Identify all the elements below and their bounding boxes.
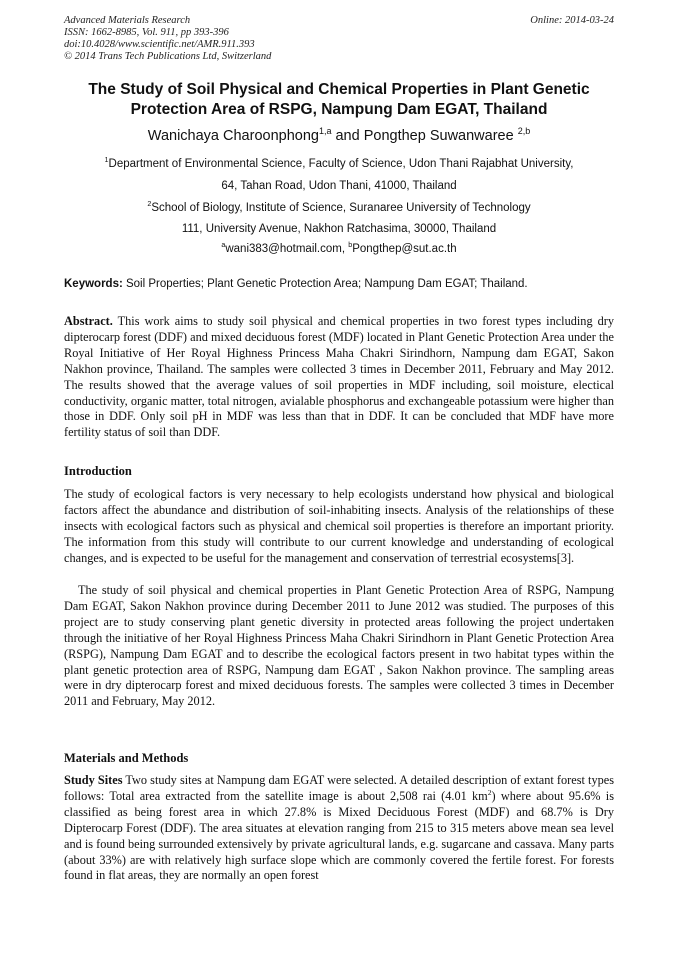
journal-issn: ISSN: 1662-8985, Vol. 911, pp 393-396 <box>64 27 229 38</box>
author-name: Wanichaya Charoonphong <box>147 128 319 144</box>
affiliation-marker: 1 <box>104 156 109 165</box>
email-marker: a <box>221 241 226 250</box>
author-conjunction: and <box>331 128 364 144</box>
affiliation-text: Department of Environmental Science, Faculty of Science, Udon Thani Rajabhat University, <box>108 158 574 170</box>
author-superscript: 1,a <box>318 126 332 137</box>
abstract-text: This work aims to study soil physical and chemical properties in two forest types including dry dipterocarp forest (DDF) and mixed deciduous forest (MDF) located in Plant Genetic Protection Area under the Royal Initiative of Her Royal Highness Princess Maha Chakri Sirindhorn, Nampung dam EGAT, Sakon Nakhon province, Thailand. The samples were collected 3 times in December 2011, February and May 2012. The results showed that the average values of soil properties in MDF including, soil moisture, electical conductivity, organic matter, total nitrogen, avialable phosphorus and exchangeable potassium were higher than those in DDF. Only soil pH in MDF was less than that in DDF. It can be concluded that MDF have more fertility status of soil than DDF. <box>64 314 614 440</box>
keywords-text: Soil Properties; Plant Genetic Protection Area; Nampung Dam EGAT; Thailand. <box>122 278 528 290</box>
email-address: Pongthep@sut.ac.th <box>352 243 457 255</box>
abstract <box>64 314 614 441</box>
affiliation-line: 111, University Avenue, Nakhon Ratchasima, 30000, Thailand <box>181 223 497 235</box>
section-heading-methods: Materials and Methods <box>64 751 189 765</box>
author-list <box>64 128 614 144</box>
journal-doi: doi:10.4028/www.scientific.net/AMR.911.393 <box>64 39 255 50</box>
keywords-label: Keywords: <box>64 278 123 290</box>
paper-title: The Study of Soil Physical and Chemical Properties in Plant Genetic Protection Area of RSPG, Nampung Dam EGAT, Thailand <box>88 81 590 118</box>
introduction-paragraph-2: The study of soil physical and chemical properties in Plant Genetic Protection Area of RSPG, Nampung Dam EGAT, Sakon Nakhon province during December 2011 to June 2012 was studied. The purposes of this project are to study conserving plant genetic diversity in protected areas following the project undertaken through the initiative of her Royal Highness Princess Maha Chakri Sirindhorn in Plant Genetic Protection Area (RSPG), Nampung Dam EGAT and to describe the ecological factors present in two habitat types within the plant genetic protection area of RSPG, Nampung dam EGAT , Sakon Nakhon province. The sampling areas were in dry dipterocarp forest and mixed deciduous forests. The samples were collected 3 times in December 2011 and February, May 2012. <box>64 583 614 709</box>
keywords <box>64 278 624 290</box>
introduction-paragraph-1: The study of ecological factors is very necessary to help ecologists understand how physical and biological factors affect the abundance and distribution of soil-inhabiting insects. Analysis of the relationships of these insects with ecological factors such as physical and chemical soil properties is therefore an important priority. The information from this study will contribute to our current knowledge and understanding of ecological changes, and is expected to be useful for the management and conservation of terrestrial ecosystems[3]. <box>64 487 614 565</box>
study-sites-label: Study Sites <box>64 773 123 787</box>
journal-name: Advanced Materials Research <box>64 15 191 26</box>
methods-text: Two study sites at Nampung dam EGAT were selected. A detailed description of extant forest types follows: Total area extracted from the satellite image is about 2,508 rai (4.01 km <box>64 773 614 803</box>
superscript: 2 <box>487 787 492 797</box>
affiliation-line: 64, Tahan Road, Udon Thani, 41000, Thailand <box>221 180 457 192</box>
affiliation-line <box>64 158 614 170</box>
abstract-label: Abstract. <box>64 314 113 328</box>
email-address: wani383@hotmail.com, <box>225 243 349 255</box>
section-heading-introduction: Introduction <box>64 464 132 478</box>
journal-copyright: © 2014 Trans Tech Publications Ltd, Switzerland <box>64 51 272 62</box>
email-marker: b <box>348 241 353 250</box>
affiliation-line <box>64 202 614 214</box>
author-name: Pongthep Suwanwaree <box>363 128 514 144</box>
journal-header <box>64 15 271 63</box>
affiliation-text: School of Biology, Institute of Science, Suranaree University of Technology <box>151 202 531 214</box>
online-date: Online: 2014-03-24 <box>530 15 614 26</box>
affiliation-marker: 2 <box>147 200 152 209</box>
email-line <box>64 243 614 255</box>
methods-paragraph <box>64 773 614 884</box>
author-superscript: 2,b <box>517 126 531 137</box>
methods-text-continued: ) where about 95.6% is classified as being forest area in which 27.8% is Mixed Deciduous Forest (MDF) and 68.7% is Dry Dipterocarp Forest (DDF). The area situates at elevation ranging from 215 to 315 meters above mean sea level and is found being surrounded extensively by private agricultural lands, e.g. sugarcane and cassava. Many parts (about 33%) are with relatively high surface slope which are commonly covered the fertile forest. For forests found in flat areas, they are normally an open forest <box>64 788 614 883</box>
